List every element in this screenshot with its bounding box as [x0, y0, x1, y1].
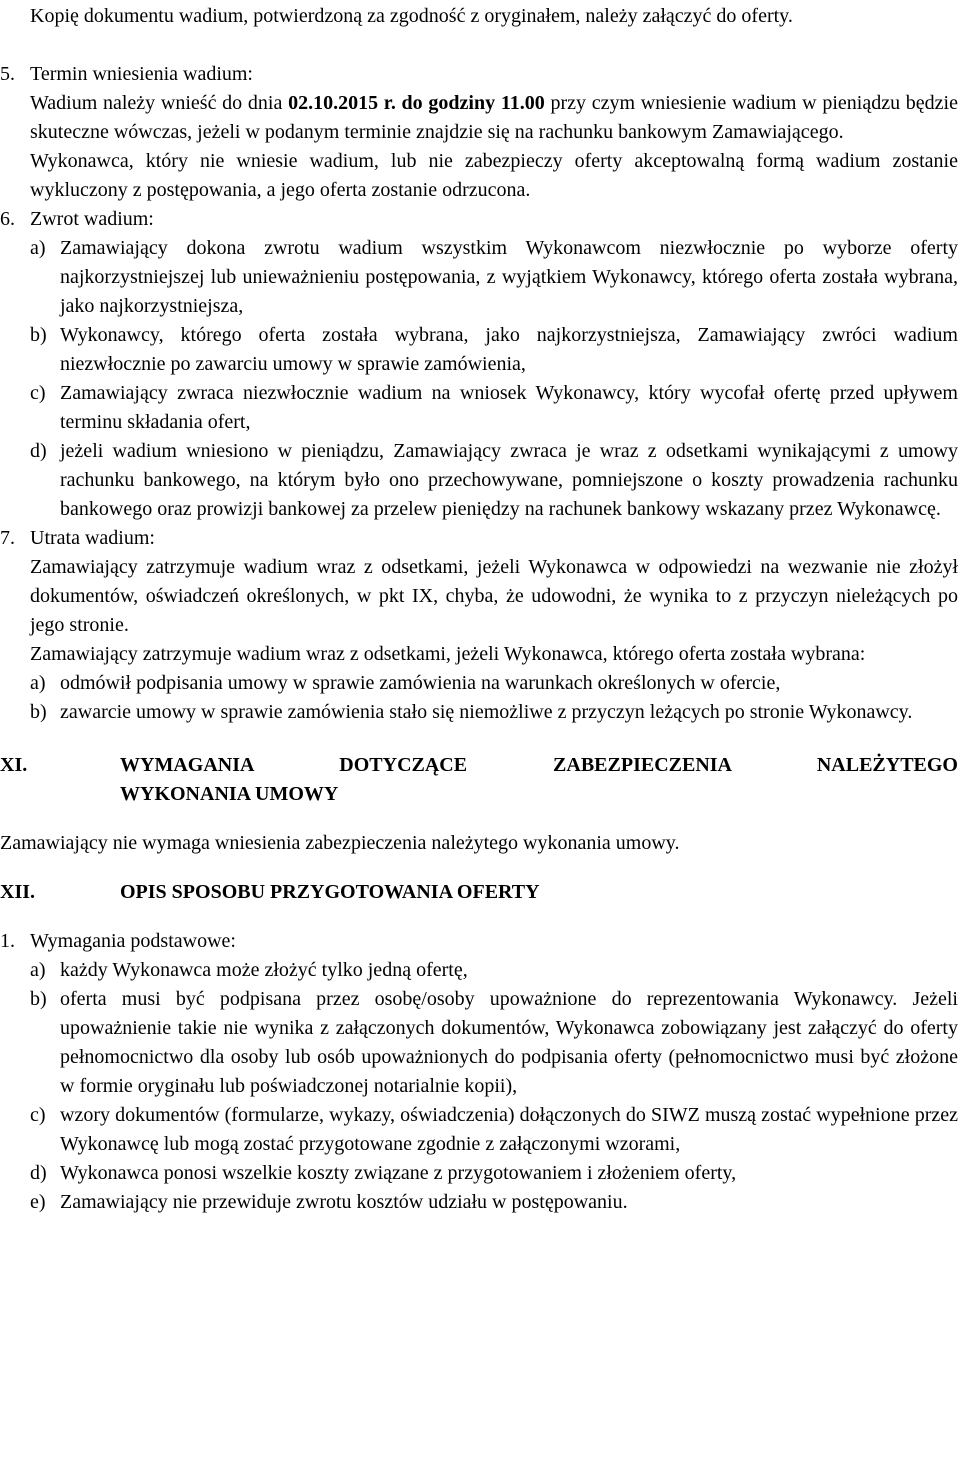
- list-item: [30, 379, 958, 437]
- list-item-label: c): [30, 1104, 46, 1126]
- point-7-number: 7.: [0, 527, 15, 549]
- point-5-deadline: 02.10.2015 r. do godziny 11.00: [288, 92, 545, 114]
- list-item-label: c): [30, 382, 46, 404]
- list-item: [30, 1159, 958, 1188]
- list-item-text: Wykonawca ponosi wszelkie koszty związane z przygotowaniem i złożeniem oferty,: [60, 1162, 737, 1184]
- point-6-title: Zwrot wadium:: [30, 208, 154, 230]
- section-xi-title-line2: WYKONANIA UMOWY: [120, 783, 339, 805]
- list-item: [30, 698, 958, 727]
- list-item-label: a): [30, 237, 46, 259]
- point-5-text: [30, 89, 958, 147]
- section-xi-title-line1: WYMAGANIA DOTYCZĄCE ZABEZPIECZENIA NALEŻYTEGO: [120, 754, 958, 776]
- point-5: [0, 60, 958, 89]
- list-item-label: d): [30, 440, 47, 462]
- list-item-label: e): [30, 1191, 46, 1213]
- list-item-text: Wykonawcy, którego oferta została wybrana, jako najkorzystniejsza, Zamawiający zwróci wadium niezwłocznie po zawarciu umowy w sprawie zamówienia,: [60, 324, 958, 375]
- list-item-text: Zamawiający dokona zwrotu wadium wszystkim Wykonawcom niezwłocznie po wyborze oferty najkorzystniejszej lub unieważnieniu postępowania, z wyjątkiem Wykonawcy, którego oferta została wybrana, jako najkorzystniejsza,: [60, 237, 958, 317]
- point-5-text-a: Wadium należy wnieść do dnia: [30, 92, 289, 114]
- section-xii-heading: [0, 878, 958, 907]
- list-item: [30, 1188, 958, 1217]
- list-item: [30, 669, 958, 698]
- list-item: [30, 1101, 958, 1159]
- point-5-number: 5.: [0, 63, 15, 85]
- list-item-text: odmówił podpisania umowy w sprawie zamówienia na warunkach określonych w ofercie,: [60, 672, 781, 694]
- list-item-label: a): [30, 959, 46, 981]
- list-item-label: d): [30, 1162, 47, 1184]
- section-xi-text: Zamawiający nie wymaga wniesienia zabezpieczenia należytego wykonania umowy.: [0, 832, 680, 854]
- list-item-text: oferta musi być podpisana przez osobę/osoby upoważnione do reprezentowania Wykonawcy. Jeżeli upoważnienie takie nie wynika z załączonych dokumentów, Wykonawca zobowiązany jest załączyć do oferty pełnomocnictwo dla osoby lub osób upoważnionych do podpisania oferty (pełnomocnictwo musi być złożone w formie oryginału lub poświadczonej notarialnie kopii),: [60, 988, 958, 1097]
- list-item-text: zawarcie umowy w sprawie zamówienia stało się niemożliwe z przyczyn leżących po stronie Wykonawcy.: [60, 701, 913, 723]
- point-7: [0, 524, 958, 553]
- point-7-text-2: Zamawiający zatrzymuje wadium wraz z odsetkami, jeżeli Wykonawca, którego oferta została wybrana:: [30, 643, 866, 665]
- point-7-title: Utrata wadium:: [30, 527, 155, 549]
- section-xii-number: XII.: [0, 881, 36, 903]
- point-6-number: 6.: [0, 208, 15, 230]
- point-5-exclusion: Wykonawca, który nie wniesie wadium, lub nie zabezpieczy oferty akceptowalną formą wadium zostanie wykluczony z postępowania, a jego oferta zostanie odrzucona.: [30, 150, 958, 201]
- section-xi-heading: [0, 751, 958, 780]
- section-xii-point-1-title: Wymagania podstawowe:: [30, 930, 236, 952]
- list-item: [30, 437, 958, 524]
- intro-paragraph: Kopię dokumentu wadium, potwierdzoną za zgodność z oryginałem, należy załączyć do oferty.: [30, 5, 793, 27]
- list-item: [30, 985, 958, 1101]
- point-5-text-b: przy czym wniesienie wadium w pieniądzu będzie skuteczne wówczas, jeżeli w podanym terminie znajdzie się na rachunku bankowym Zamawiającego.: [30, 92, 958, 143]
- point-7-text-1: Zamawiający zatrzymuje wadium wraz z odsetkami, jeżeli Wykonawca w odpowiedzi na wezwanie nie złożył dokumentów, oświadczeń określonych, w pkt IX, chyba, że udowodni, że wynika to z przyczyn nieleżących po jego stronie.: [30, 556, 958, 636]
- list-item-label: b): [30, 701, 47, 723]
- section-xii-point-1-number: 1.: [0, 930, 15, 952]
- list-item-label: a): [30, 672, 46, 694]
- list-item-label: b): [30, 324, 47, 346]
- list-item-label: b): [30, 988, 47, 1010]
- section-xii-title: OPIS SPOSOBU PRZYGOTOWANIA OFERTY: [120, 881, 540, 903]
- point-5-title: Termin wniesienia wadium:: [30, 63, 253, 85]
- list-item: [30, 956, 958, 985]
- list-item-text: każdy Wykonawca może złożyć tylko jedną ofertę,: [60, 959, 468, 981]
- list-item: [30, 234, 958, 321]
- list-item-text: Zamawiający zwraca niezwłocznie wadium na wniosek Wykonawcy, który wycofał ofertę przed upływem terminu składania ofert,: [60, 382, 958, 433]
- list-item-text: wzory dokumentów (formularze, wykazy, oświadczenia) dołączonych do SIWZ muszą zostać wypełnione przez Wykonawcę lub mogą zostać przygotowane zgodnie z załączonymi wzorami,: [60, 1104, 958, 1155]
- section-xii-point-1: [0, 927, 958, 956]
- list-item-text: jeżeli wadium wniesiono w pieniądzu, Zamawiający zwraca je wraz z odsetkami wynikającymi z umowy rachunku bankowego, na którym było ono przechowywane, pomniejszone o koszty prowadzenia rachunku bankowego oraz prowizji bankowej za przelew pieniędzy na rachunek bankowy wskazany przez Wykonawcę.: [60, 440, 958, 520]
- point-6: [0, 205, 958, 234]
- list-item: [30, 321, 958, 379]
- section-xi-heading-cont: [0, 780, 958, 809]
- list-item-text: Zamawiający nie przewiduje zwrotu kosztów udziału w postępowaniu.: [60, 1191, 628, 1213]
- section-xi-number: XI.: [0, 754, 28, 776]
